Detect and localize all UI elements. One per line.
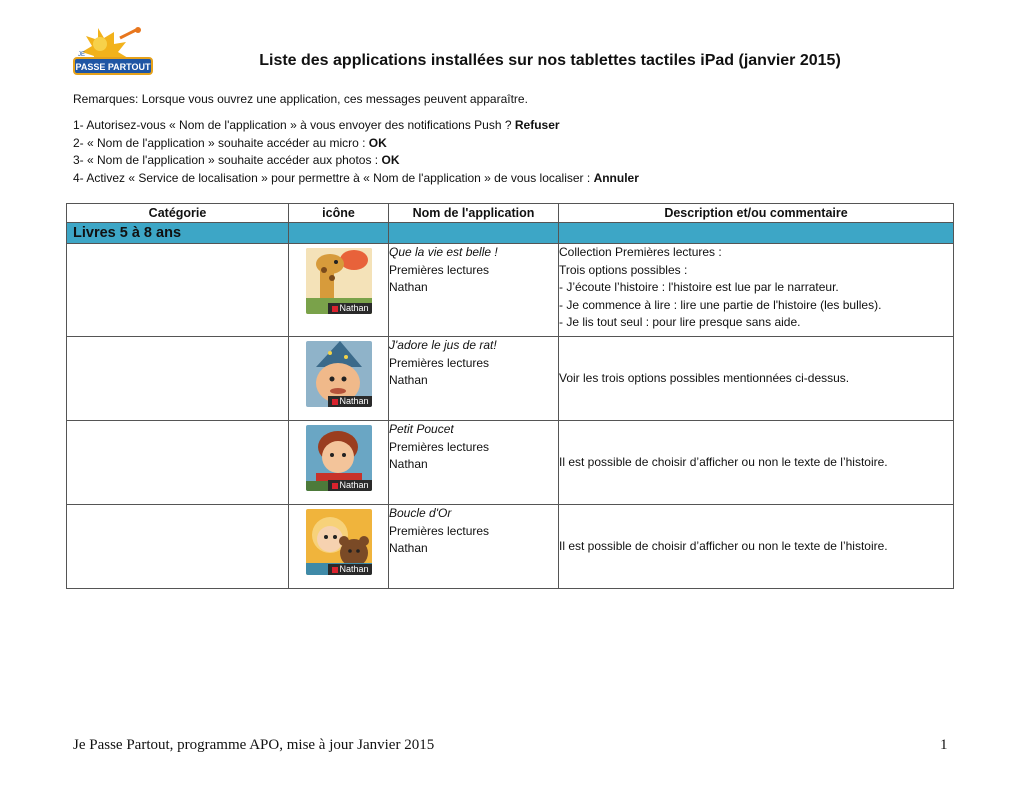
- remarks-steps: [73, 117, 639, 187]
- step-1: 1- Autorisez-vous « Nom de l'application » à vous envoyer des notifications Push ? Refuser: [73, 118, 560, 132]
- app-publisher: Nathan: [389, 541, 428, 555]
- page-number: 1: [940, 737, 948, 753]
- nathan-badge: Nathan: [328, 303, 372, 314]
- app-collection: Premières lectures: [389, 523, 490, 538]
- app-name-cell: [389, 337, 559, 421]
- app-description: Voir les trois options possibles mentionnées ci-dessus.: [559, 337, 954, 421]
- nathan-badge: Nathan: [328, 396, 372, 407]
- table-row: [67, 244, 954, 337]
- category-label: Livres 5 à 8 ans: [67, 223, 289, 244]
- step-4: 4- Activez « Service de localisation » pour permettre à « Nom de l'application » de vous localiser : Annuler: [73, 170, 639, 185]
- app-description: Il est possible de choisir d’afficher ou non le texte de l’histoire.: [559, 505, 954, 589]
- step-3: 3- « Nom de l'application » souhaite accéder aux photos : OK: [73, 153, 400, 167]
- app-collection: Premières lectures: [389, 439, 490, 454]
- header-icon: icône: [289, 204, 389, 223]
- page-title: Liste des applications installées sur nos tablettes tactiles iPad (janvier 2015): [259, 52, 841, 69]
- app-publisher: Nathan: [389, 457, 428, 471]
- table-row: [67, 421, 954, 505]
- witch-book-icon[interactable]: [306, 341, 372, 407]
- boy-book-icon[interactable]: [306, 425, 372, 491]
- svg-text:PASSE PARTOUT: PASSE PARTOUT: [75, 62, 151, 72]
- table-row: [67, 337, 954, 421]
- header-category: Catégorie: [67, 204, 289, 223]
- nathan-badge: Nathan: [328, 564, 372, 575]
- app-title: Boucle d'Or: [389, 506, 452, 520]
- header-description: Description et/ou commentaire: [559, 204, 954, 223]
- app-name-cell: [389, 244, 559, 337]
- table-header-row: [67, 204, 954, 223]
- category-row: [67, 223, 954, 244]
- app-title: J'adore le jus de rat!: [389, 338, 497, 352]
- step-2: 2- « Nom de l'application » souhaite accéder au micro : OK: [73, 135, 387, 150]
- passe-partout-logo: [70, 24, 154, 86]
- app-name-cell: [389, 421, 559, 505]
- giraffe-book-icon[interactable]: [306, 248, 372, 314]
- app-collection: Premières lectures: [389, 355, 490, 370]
- app-collection: Premières lectures: [389, 262, 490, 277]
- app-publisher: Nathan: [389, 280, 428, 294]
- svg-text:JE: JE: [78, 52, 86, 58]
- nathan-badge: Nathan: [328, 480, 372, 491]
- app-description: Il est possible de choisir d’afficher ou non le texte de l’histoire.: [559, 421, 954, 505]
- app-description: Collection Premières lectures : Trois options possibles : - J’écoute l’histoire : l'histoire est lue par le narrateur. - Je commence à lire : lire une partie de l'histoire (les bulles). - Je lis tout seul : pour lire presque sans aide.: [559, 244, 954, 337]
- app-publisher: Nathan: [389, 373, 428, 387]
- header-app-name: Nom de l'application: [389, 204, 559, 223]
- bear-book-icon[interactable]: [306, 509, 372, 575]
- applications-table: [66, 203, 954, 589]
- app-title: Que la vie est belle !: [389, 245, 498, 259]
- remarks-intro: Remarques: Lorsque vous ouvrez une application, ces messages peuvent apparaître.: [73, 92, 528, 106]
- page-footer: Je Passe Partout, programme APO, mise à jour Janvier 2015: [73, 737, 435, 753]
- app-title: Petit Poucet: [389, 422, 454, 436]
- table-row: [67, 505, 954, 589]
- app-name-cell: [389, 505, 559, 589]
